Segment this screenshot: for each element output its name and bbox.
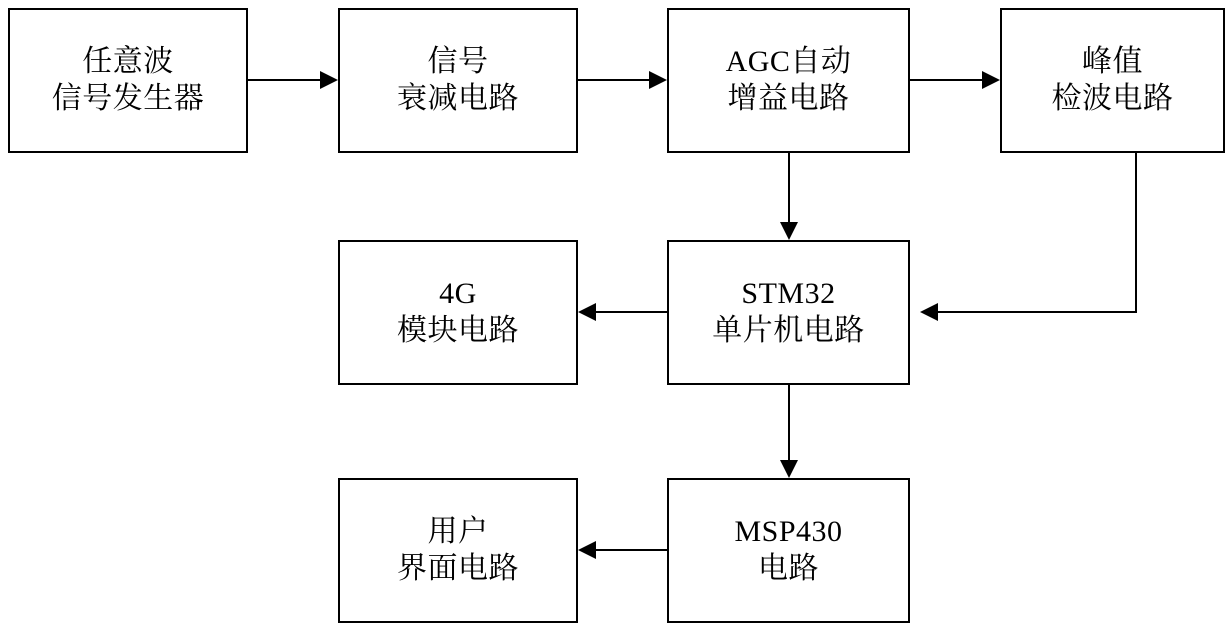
edge-awg-to-attenuator bbox=[248, 79, 320, 81]
edge-agc-to-stm32 bbox=[788, 153, 790, 222]
node-4g-module-line2: 模块电路 bbox=[397, 313, 519, 347]
node-stm32-line2: 单片机电路 bbox=[712, 313, 865, 347]
node-stm32-line1: STM32 bbox=[741, 276, 836, 310]
node-user-interface-line2: 界面电路 bbox=[397, 551, 519, 585]
node-agc bbox=[667, 8, 910, 153]
arrowhead-agc-to-stm32 bbox=[780, 222, 798, 240]
edge-peak-detector-to-stm32-horizontal bbox=[938, 311, 1137, 313]
arrowhead-agc-to-peak-detector bbox=[982, 71, 1000, 89]
node-agc-line1: AGC自动 bbox=[725, 44, 852, 78]
arrowhead-stm32-to-4g-module bbox=[578, 303, 596, 321]
node-attenuator-line2: 衰减电路 bbox=[397, 81, 519, 115]
node-peak-detector-line2: 检波电路 bbox=[1051, 81, 1174, 115]
arrowhead-msp430-to-user-interface bbox=[578, 541, 596, 559]
node-awg-line2: 信号发生器 bbox=[51, 81, 205, 115]
node-msp430 bbox=[667, 478, 910, 623]
node-peak-detector-line1: 峰值 bbox=[1082, 44, 1143, 78]
arrowhead-awg-to-attenuator bbox=[320, 71, 338, 89]
edge-stm32-to-4g-module bbox=[596, 311, 667, 313]
node-agc-line2: 增益电路 bbox=[727, 81, 850, 115]
edge-msp430-to-user-interface bbox=[596, 549, 667, 551]
node-user-interface bbox=[338, 478, 578, 623]
edge-agc-to-peak-detector bbox=[910, 79, 982, 81]
node-4g-module bbox=[338, 240, 578, 385]
node-attenuator-line1: 信号 bbox=[427, 44, 489, 78]
arrowhead-attenuator-to-agc bbox=[649, 71, 667, 89]
node-user-interface-line1: 用户 bbox=[427, 514, 489, 548]
edge-attenuator-to-agc bbox=[578, 79, 649, 81]
edge-peak-detector-to-stm32-vertical bbox=[1135, 153, 1137, 313]
node-msp430-line1: MSP430 bbox=[734, 514, 843, 548]
arrowhead-stm32-to-msp430 bbox=[780, 460, 798, 478]
edge-stm32-to-msp430 bbox=[788, 385, 790, 460]
node-peak-detector bbox=[1000, 8, 1225, 153]
node-awg-line1: 任意波 bbox=[82, 44, 174, 78]
node-attenuator bbox=[338, 8, 578, 153]
node-4g-module-line1: 4G bbox=[439, 276, 477, 310]
node-stm32 bbox=[667, 240, 910, 385]
arrowhead-peak-detector-to-stm32 bbox=[920, 303, 938, 321]
node-msp430-line2: 电路 bbox=[758, 551, 819, 585]
node-awg bbox=[8, 8, 248, 153]
